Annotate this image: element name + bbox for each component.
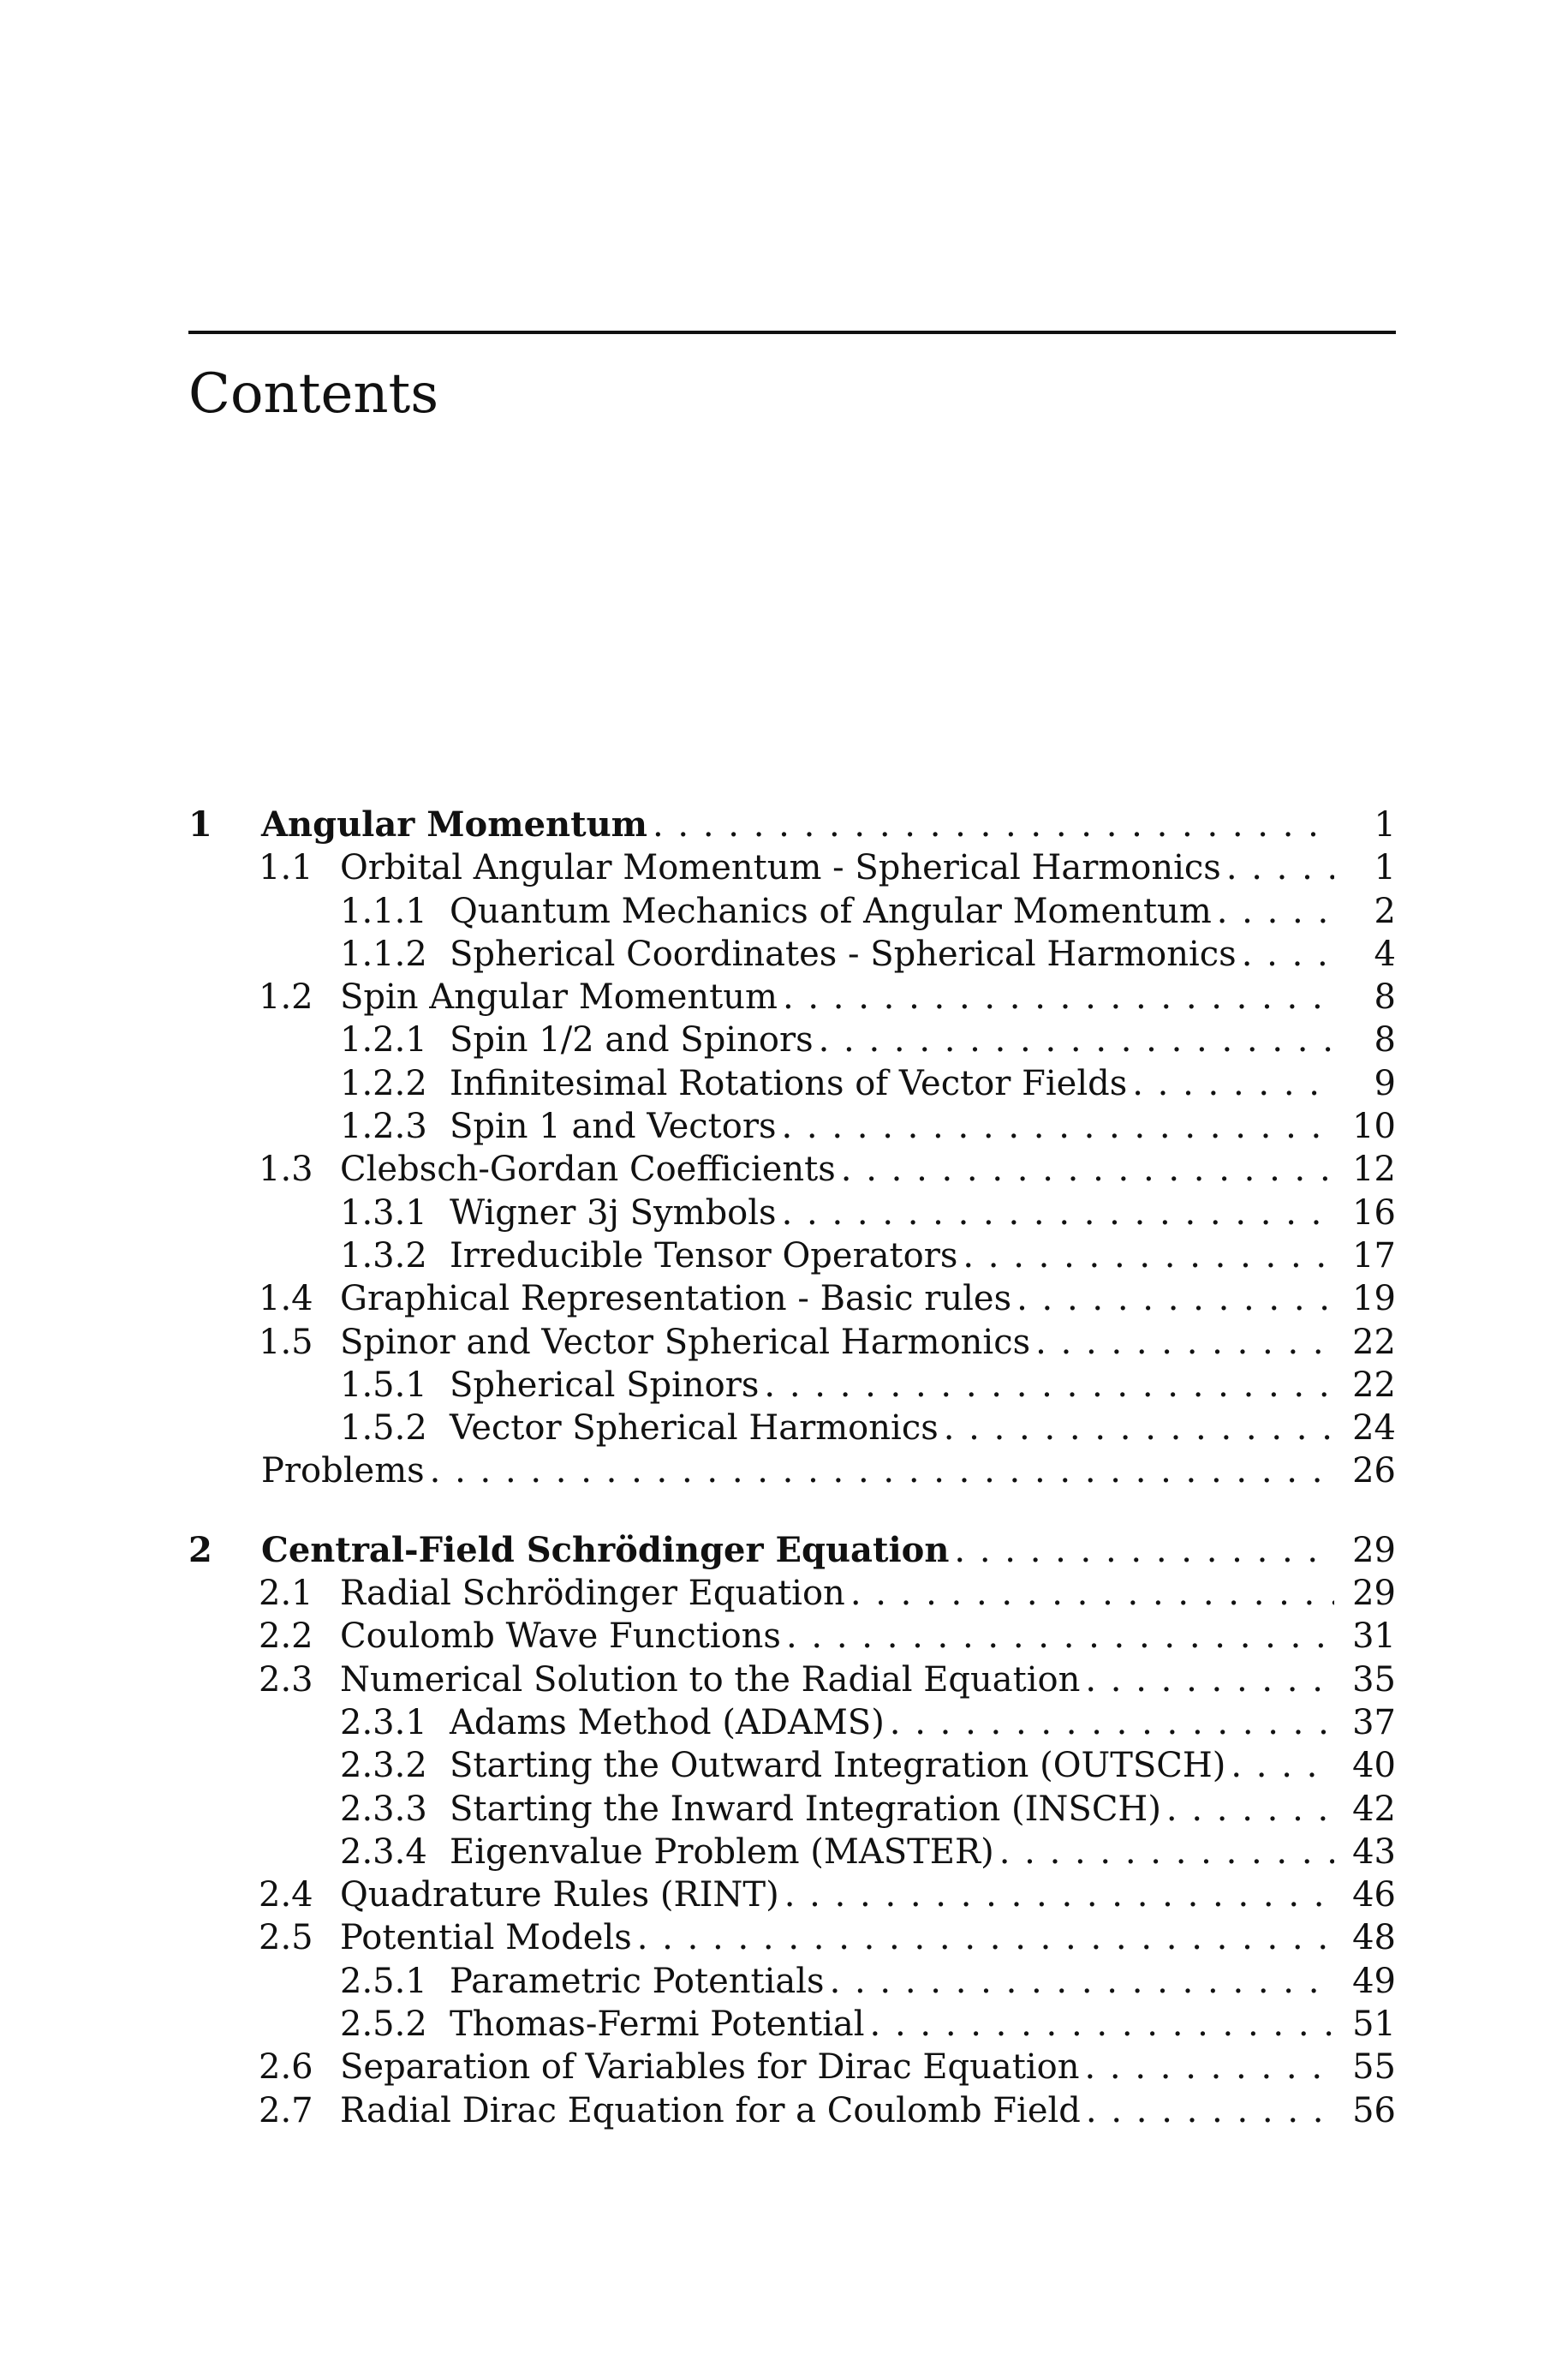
toc-entry-title: Radial Dirac Equation for a Coulomb Field [340, 2090, 1081, 2130]
toc-leader-dots [870, 2003, 1334, 2046]
toc-entry-page: 10 [1352, 1107, 1396, 1147]
toc-entry-number: 2.5 [259, 1918, 313, 1958]
toc-entry-title: Spherical Spinors [450, 1365, 760, 1405]
toc-entry-page: 8 [1374, 1020, 1396, 1061]
toc-entry-title: Parametric Potentials [450, 1961, 825, 2001]
toc-entry-line [340, 1873, 1396, 1916]
toc-section-entry[interactable] [180, 1615, 1396, 1658]
toc-entry-line [450, 933, 1396, 976]
toc-entry-page: 29 [1352, 1574, 1396, 1614]
toc-entry-title: Separation of Variables for Dirac Equation [340, 2047, 1080, 2088]
toc-section-entry[interactable] [180, 1873, 1396, 1916]
toc-leader-dots [1132, 1062, 1334, 1105]
toc-leader-dots [653, 804, 1334, 846]
toc-leader-dots [999, 1831, 1334, 1873]
toc-entry-number: 2.3.4 [340, 1831, 427, 1872]
toc-entry-title: Central-Field Schrödinger Equation [261, 1529, 950, 1570]
toc-entry-title: Radial Schrödinger Equation [340, 1574, 845, 1614]
toc-subsection-entry[interactable] [180, 1192, 1396, 1234]
toc-entry-number: 1.3.2 [340, 1235, 427, 1276]
toc-entry-line [340, 846, 1396, 889]
toc-entry-page: 46 [1352, 1875, 1396, 1915]
toc-section-entry[interactable] [180, 1916, 1396, 1959]
toc-leader-dots [944, 1407, 1334, 1449]
toc-entry-title: Vector Spherical Harmonics [450, 1408, 939, 1449]
toc-entry-page: 17 [1352, 1235, 1396, 1276]
toc-entry-page: 22 [1352, 1365, 1396, 1405]
toc-entry-number: 1.5 [259, 1322, 313, 1362]
toc-subsection-entry[interactable] [180, 1960, 1396, 2003]
toc-entry-line [340, 1658, 1396, 1701]
toc-entry-page: 16 [1352, 1192, 1396, 1233]
toc-entry-title: Quantum Mechanics of Angular Momentum [450, 891, 1212, 931]
toc-entry-line [340, 1277, 1396, 1320]
toc-subsection-entry[interactable] [180, 890, 1396, 933]
toc-section-entry[interactable] [180, 1658, 1396, 1701]
toc-entry-number: 1.5.1 [340, 1365, 427, 1405]
toc-entry-title: Numerical Solution to the Radial Equation [340, 1659, 1081, 1700]
toc-entry-page: 9 [1374, 1063, 1396, 1103]
toc-subsection-entry[interactable] [180, 1019, 1396, 1061]
toc-entry-title: Spin 1/2 and Spinors [450, 1020, 814, 1061]
toc-subsection-entry[interactable] [180, 1407, 1396, 1449]
toc-entry-page: 48 [1352, 1918, 1396, 1958]
toc-entry-line [340, 2046, 1396, 2088]
toc-leader-dots [1035, 1321, 1334, 1364]
toc-entry-line [261, 1529, 1396, 1572]
toc-leader-dots [1086, 2089, 1334, 2132]
toc-subsection-entry[interactable] [180, 1234, 1396, 1277]
toc-entry-number: 1.1.2 [340, 934, 427, 974]
header-rule [188, 331, 1396, 334]
toc-entry-title: Thomas-Fermi Potential [450, 2005, 865, 2045]
toc-entry-line [450, 1105, 1396, 1148]
toc-entry-line [450, 1407, 1396, 1449]
toc-entry-title: Potential Models [340, 1918, 632, 1958]
toc-entry-number: 1.2.1 [340, 1020, 427, 1061]
toc-entry-line [450, 1062, 1396, 1105]
toc-subsection-entry[interactable] [180, 933, 1396, 976]
toc-entry-page: 37 [1352, 1702, 1396, 1742]
toc-leader-dots [890, 1701, 1334, 1744]
toc-entry-title: Quadrature Rules (RINT) [340, 1875, 779, 1915]
toc-entry-line [450, 1960, 1396, 2003]
toc-leader-dots [830, 1960, 1334, 2003]
toc-entry-line [340, 1615, 1396, 1658]
toc-leader-dots [1017, 1277, 1334, 1320]
toc-leader-dots [954, 1529, 1334, 1572]
toc-entry-title: Graphical Representation - Basic rules [340, 1279, 1012, 1319]
toc-entry-page: 12 [1352, 1150, 1396, 1190]
toc-entry-title: Angular Momentum [261, 804, 647, 845]
toc-entry-number: 1.2.3 [340, 1107, 427, 1147]
toc-leader-dots [430, 1449, 1334, 1492]
toc-entry-line [450, 890, 1396, 933]
toc-entry-page: 4 [1374, 934, 1396, 974]
toc-leader-dots [764, 1364, 1334, 1407]
toc-subsection-entry[interactable] [180, 1788, 1396, 1831]
toc-entry-line [450, 1701, 1396, 1744]
toc-leader-dots [786, 1615, 1334, 1658]
toc-entry-page: 19 [1352, 1279, 1396, 1319]
toc-entry-line [340, 1572, 1396, 1615]
toc-entry-line [340, 1916, 1396, 1959]
toc-subsection-entry[interactable] [180, 1831, 1396, 1873]
toc-leader-dots [783, 976, 1334, 1019]
toc-entry-title: Eigenvalue Problem (MASTER) [450, 1831, 994, 1872]
toc-leader-dots [841, 1148, 1334, 1191]
toc-entry-page: 56 [1352, 2090, 1396, 2130]
toc-entry-line [340, 2089, 1396, 2132]
toc-entry-number: 2 [188, 1529, 212, 1570]
toc-entry-line [450, 1364, 1396, 1407]
toc-entry-page: 8 [1374, 977, 1396, 1018]
toc-entry-page: 2 [1374, 891, 1396, 931]
page-title: Contents [188, 362, 439, 426]
toc-entry-title: Spin Angular Momentum [340, 977, 778, 1018]
toc-entry-line [261, 804, 1396, 846]
toc-leader-dots [1084, 2046, 1334, 2088]
toc-entry-line [340, 1148, 1396, 1191]
toc-entry-number: 2.4 [259, 1875, 313, 1915]
toc-entry-line [450, 1019, 1396, 1061]
toc-entry-line [261, 1449, 1396, 1492]
toc-entry-page: 29 [1352, 1530, 1396, 1570]
toc-section-entry[interactable] [180, 1321, 1396, 1364]
toc-leader-dots [637, 1916, 1334, 1959]
toc-entry-title: Spherical Coordinates - Spherical Harmonics [450, 934, 1237, 974]
toc-entry-page: 31 [1352, 1616, 1396, 1657]
toc-leader-dots [850, 1572, 1334, 1615]
toc-entry-title: Problems [261, 1451, 425, 1491]
toc-entry-number: 1.1.1 [340, 891, 427, 931]
toc-entry-page: 49 [1352, 1961, 1396, 2001]
toc-leader-dots [963, 1234, 1334, 1277]
toc-entry-title: Wigner 3j Symbols [450, 1192, 777, 1233]
toc-section-entry[interactable] [180, 2046, 1396, 2088]
toc-entry-number: 2.7 [259, 2090, 313, 2130]
toc-subsection-entry[interactable] [180, 1062, 1396, 1105]
toc-subsection-entry[interactable] [180, 2003, 1396, 2046]
toc-entry-line [340, 1321, 1396, 1364]
toc-entry-number: 2.5.2 [340, 2005, 427, 2045]
toc-entry-page: 55 [1352, 2047, 1396, 2088]
toc-entry-number: 2.3.1 [340, 1702, 427, 1742]
toc-leader-dots [819, 1019, 1334, 1061]
toc-leader-dots [1085, 1658, 1334, 1701]
toc-entry-page: 1 [1374, 848, 1396, 888]
toc-subsection-entry[interactable] [180, 1701, 1396, 1744]
toc-subsection-entry[interactable] [180, 1744, 1396, 1787]
toc-entry-number: 1.2 [259, 977, 313, 1018]
toc-leader-dots [781, 1105, 1334, 1148]
toc-entry-title: Infinitesimal Rotations of Vector Fields [450, 1063, 1128, 1103]
toc-entry-number: 1.2.2 [340, 1063, 427, 1103]
toc-entry-number: 1.5.2 [340, 1408, 427, 1449]
toc-entry-number: 2.5.1 [340, 1961, 427, 2001]
toc-subsection-entry[interactable] [180, 1105, 1396, 1148]
toc-entry-title: Clebsch-Gordan Coefficients [340, 1150, 836, 1190]
toc-section-entry[interactable] [180, 1277, 1396, 1320]
toc-entry-number: 2.6 [259, 2047, 313, 2088]
toc-entry-page: 26 [1352, 1451, 1396, 1491]
toc-leader-dots [1226, 846, 1334, 889]
toc-entry-line [450, 1234, 1396, 1277]
toc-chapter-entry[interactable] [180, 804, 1396, 846]
toc-entry-line [340, 976, 1396, 1019]
toc-entry-title: Starting the Outward Integration (OUTSCH) [450, 1746, 1226, 1786]
toc-leader-dots [1231, 1744, 1334, 1787]
toc-entry-number: 2.3.2 [340, 1746, 427, 1786]
toc-entry-page: 43 [1352, 1831, 1396, 1872]
toc-entry-page: 24 [1352, 1408, 1396, 1449]
toc-entry-title: Starting the Inward Integration (INSCH) [450, 1789, 1161, 1829]
toc-entry-title: Coulomb Wave Functions [340, 1616, 781, 1657]
toc-leader-dots [784, 1873, 1334, 1916]
toc-entry-number: 2.3.3 [340, 1789, 427, 1829]
toc-subsection-entry[interactable] [180, 1364, 1396, 1407]
toc-leader-dots [782, 1192, 1334, 1234]
toc-leader-dots [1166, 1788, 1334, 1831]
toc-problems-entry[interactable] [180, 1449, 1396, 1492]
toc-entry-title: Spinor and Vector Spherical Harmonics [340, 1322, 1031, 1362]
toc-section-entry[interactable] [180, 2089, 1396, 2132]
toc-entry-number: 1.4 [259, 1279, 313, 1319]
toc-entry-line [450, 1831, 1396, 1873]
toc-section-entry[interactable] [180, 846, 1396, 889]
toc-entry-number: 2.3 [259, 1659, 313, 1700]
toc-entry-number: 1.1 [259, 848, 313, 888]
toc-entry-title: Orbital Angular Momentum - Spherical Harmonics [340, 848, 1221, 888]
toc-entry-line [450, 1192, 1396, 1234]
toc-chapter-entry[interactable] [180, 1529, 1396, 1572]
toc-entry-page: 42 [1352, 1789, 1396, 1829]
toc-section-entry[interactable] [180, 1148, 1396, 1191]
toc-section-entry[interactable] [180, 976, 1396, 1019]
toc-entry-title: Irreducible Tensor Operators [450, 1235, 958, 1276]
toc-entry-title: Spin 1 and Vectors [450, 1107, 777, 1147]
toc-entry-page: 22 [1352, 1322, 1396, 1362]
toc-section-entry[interactable] [180, 1572, 1396, 1615]
toc-entry-line [450, 2003, 1396, 2046]
toc-entry-line [450, 1744, 1396, 1787]
toc-entry-number: 2.2 [259, 1616, 313, 1657]
toc-entry-number: 1.3 [259, 1150, 313, 1190]
toc-entry-line [450, 1788, 1396, 1831]
toc-entry-number: 1 [188, 804, 212, 845]
toc-entry-page: 1 [1374, 805, 1396, 845]
toc-entry-page: 51 [1352, 2005, 1396, 2045]
toc-entry-number: 1.3.1 [340, 1192, 427, 1233]
table-of-contents [180, 804, 1396, 2132]
toc-leader-dots [1242, 933, 1334, 976]
toc-entry-title: Adams Method (ADAMS) [450, 1702, 885, 1742]
toc-entry-page: 40 [1352, 1746, 1396, 1786]
toc-entry-number: 2.1 [259, 1574, 313, 1614]
toc-leader-dots [1217, 890, 1334, 933]
toc-entry-page: 35 [1352, 1659, 1396, 1700]
